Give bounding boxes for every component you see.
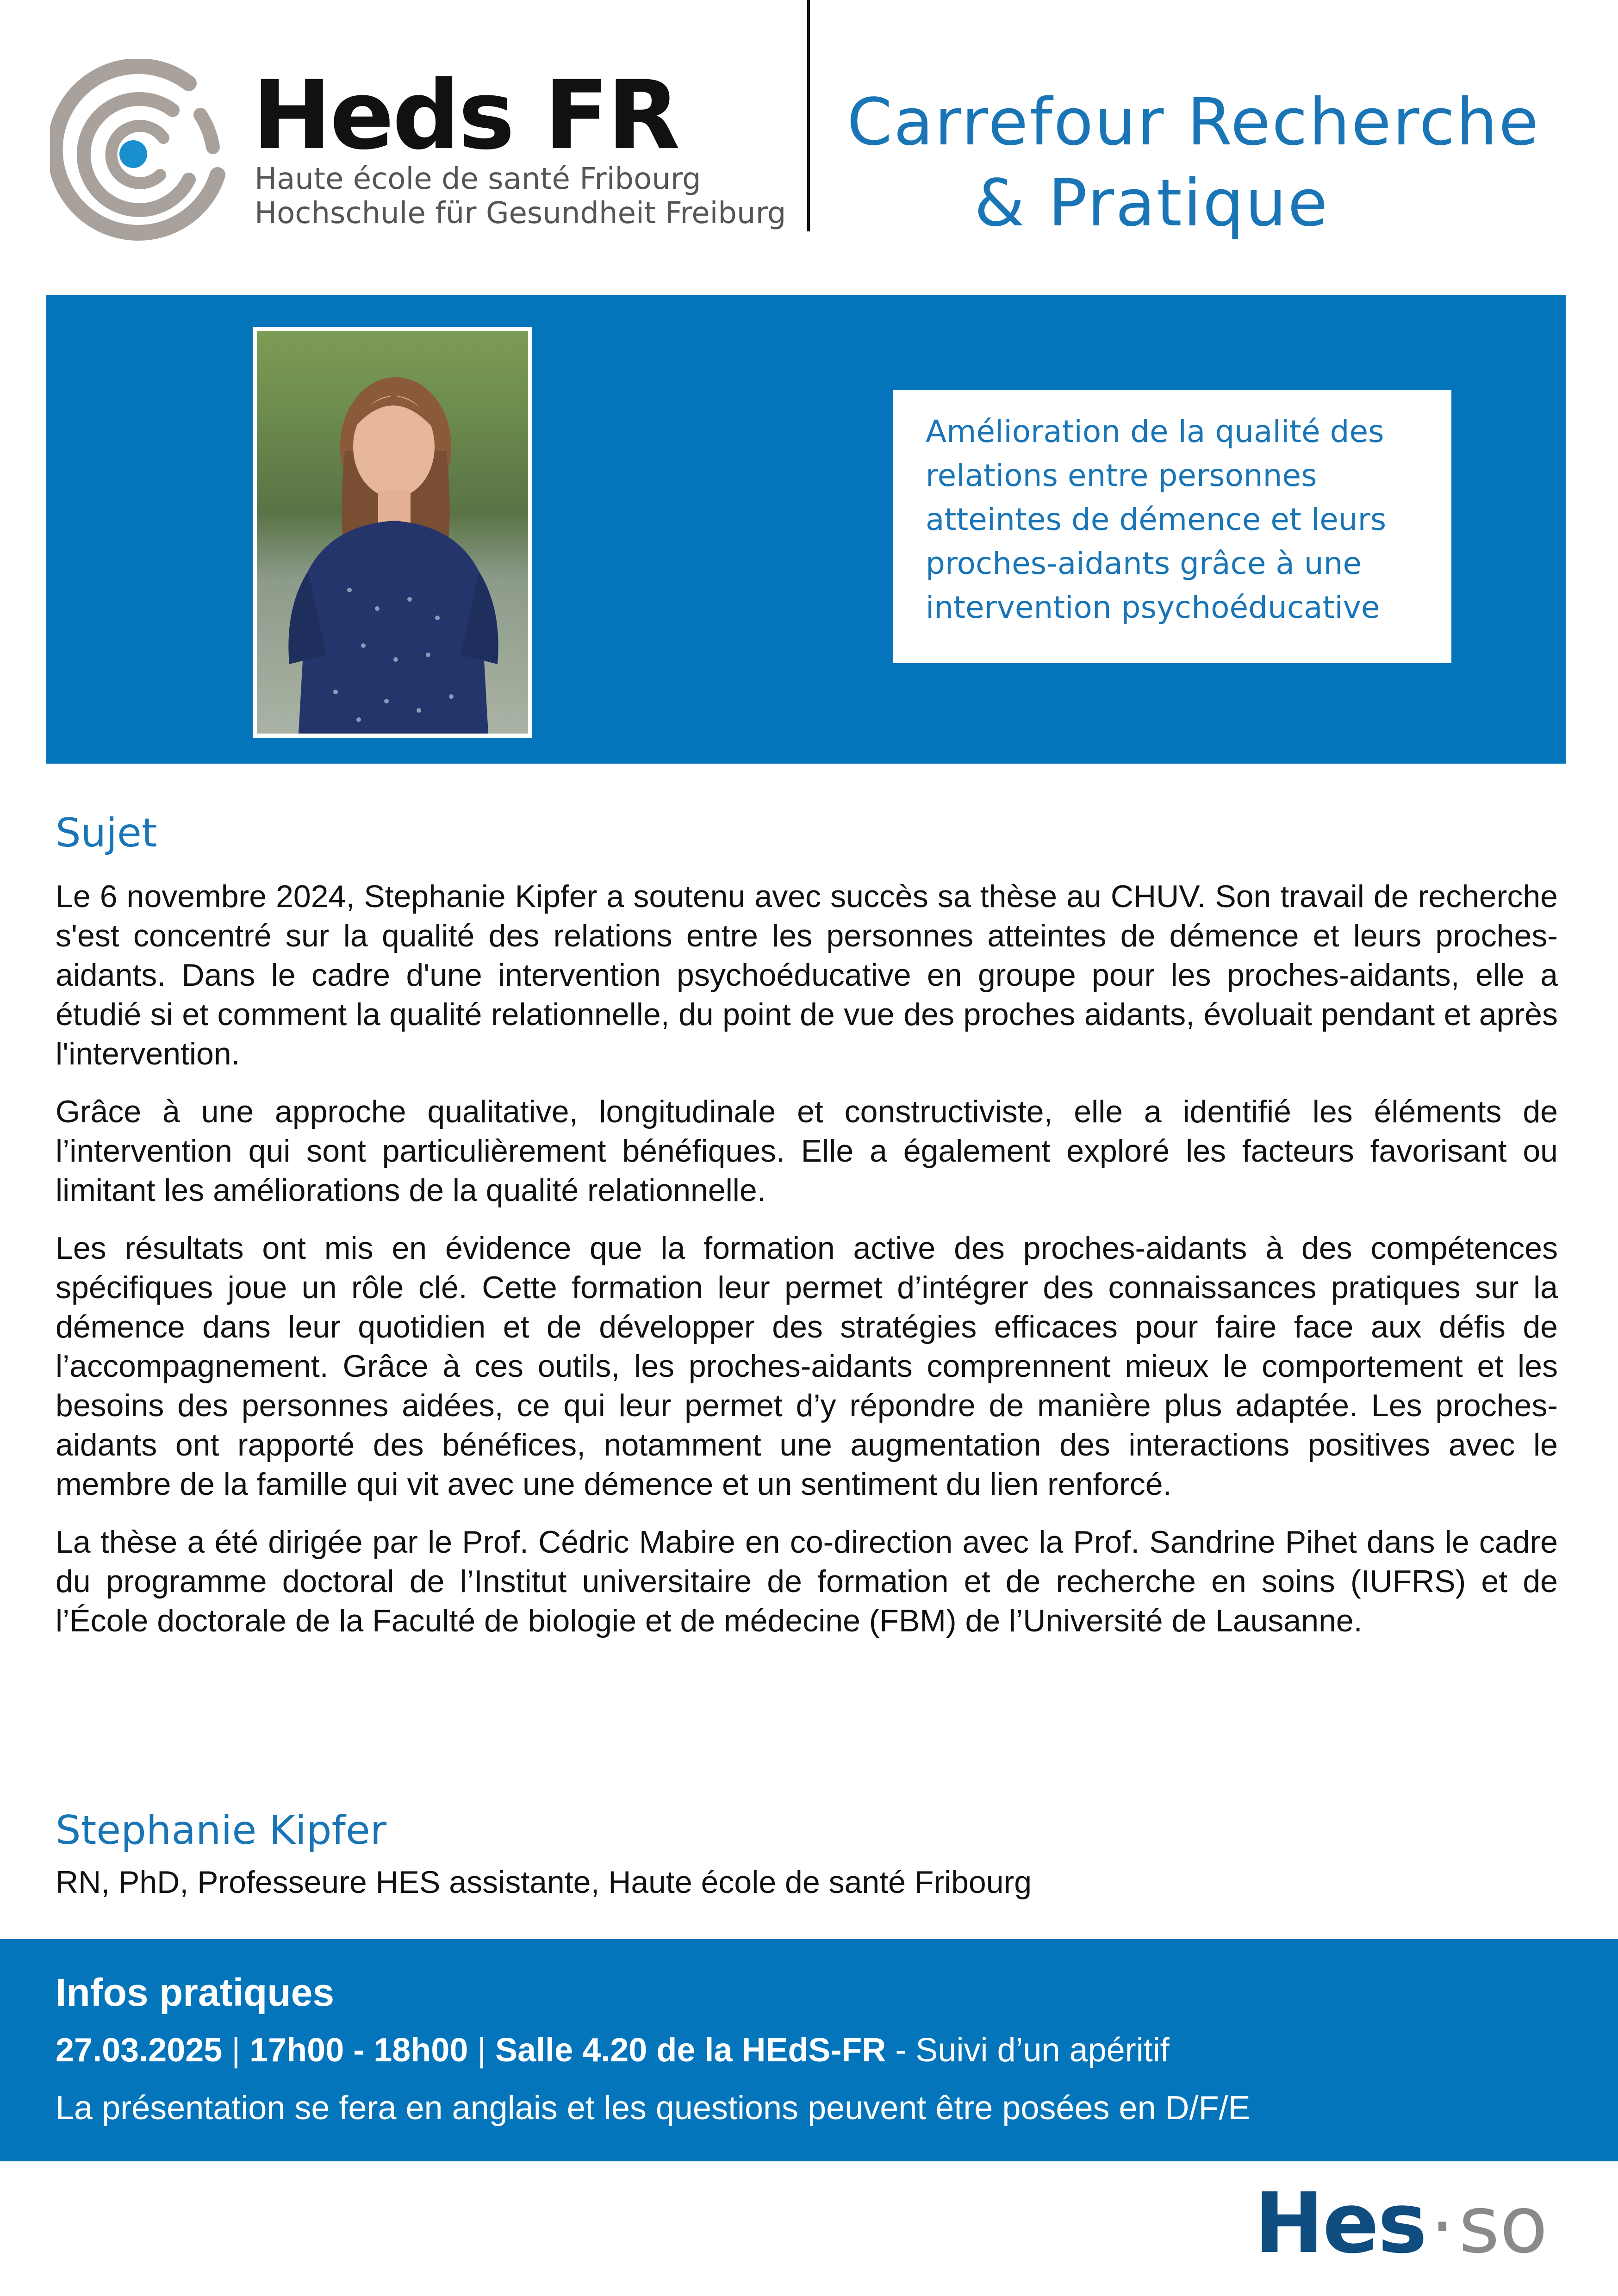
heds-logo-icon (50, 59, 226, 244)
speaker-photo (253, 327, 532, 738)
page-title-line2: & Pratique (974, 166, 1329, 241)
practical-info-heading: Infos pratiques (56, 1971, 335, 2014)
language-note: La présentation se fera en anglais et les questions peuvent être posées en D/F/E (56, 2090, 1251, 2127)
event-details (56, 2029, 1170, 2071)
subject-body (56, 877, 1558, 1659)
page-title-line1: Carrefour Recherche (847, 85, 1540, 160)
event-room: Salle 4.20 de la HEdS-FR (495, 2032, 886, 2069)
event-date: 27.03.2025 (56, 2032, 223, 2069)
subject-paragraph: Les résultats ont mis en évidence que la formation active des proches-aidants à des compétences spécifiques joue un rôle clé. Cette formation leur permet d’intégrer des connaissances pratiques sur la démence dans leur quotidien et de développer des stratégies efficaces pour faire face aux défis de l’accompagnement. Grâce à ces outils, les proches-aidants comprennent mieux le comportement et les besoins des personnes aidées, ce qui leur permet d’y répondre de manière plus adaptée. Les proches-aidants ont rapporté des bénéfices, notamment une augmentation des interactions positives avec le membre de la famille qui vit avec une démence et un sentiment du lien renforcé. (56, 1231, 1558, 1502)
hes-logo-so: so (1458, 2179, 1548, 2271)
subject-heading: Sujet (56, 810, 157, 856)
event-time: 17h00 - 18h00 (249, 2032, 468, 2069)
hes-logo-word: Hes (1254, 2175, 1426, 2272)
subject-paragraph: Grâce à une approche qualitative, longitudinale et constructiviste, elle a identifié les éléments de l’intervention qui sont particulièrement bénéfiques. Elle a également exploré les facteurs favorisant ou limitant les améliorations de la qualité relationnelle. (56, 1094, 1558, 1208)
speaker-portrait-icon (257, 331, 528, 734)
talk-title: Amélioration de la qualité des relations entre personnes atteintes de démence et leurs proches-aidants grâce à une intervention psychoéducative (926, 414, 1387, 625)
subject-paragraph: Le 6 novembre 2024, Stephanie Kipfer a soutenu avec succès sa thèse au CHUV. Son travail de recherche s'est concentré sur la qualité des relations entre les personnes atteintes de démence et leurs proches-aidants. Dans le cadre d'une intervention psychoéducative en groupe pour les proches-aidants, elle a étudié si et comment la qualité relationnelle, du point de vue des proches aidants, évoluait pendant et après l'intervention. (56, 879, 1558, 1071)
brand-subtitle-de: Hochschule für Gesundheit Freiburg (255, 196, 786, 230)
subject-paragraph: La thèse a été dirigée par le Prof. Cédric Mabire en co-direction avec la Prof. Sandrine Pihet dans le cadre du programme doctoral de l’Institut universitaire de formation et de recherche en soins (IUFRS) et de l’École doctorale de la Faculté de biologie et de médecine (FBM) de l’Université de Lausanne. (56, 1524, 1558, 1638)
hes-so-logo (1254, 2175, 1548, 2272)
separator: | (222, 2032, 250, 2069)
separator: | (468, 2032, 496, 2069)
speaker-role: RN, PhD, Professeure HES assistante, Haute école de santé Fribourg (56, 1865, 1032, 1900)
brand-name: Heds FR (252, 61, 678, 171)
speaker-name: Stephanie Kipfer (56, 1807, 387, 1854)
header-divider (807, 0, 810, 231)
hes-logo-dot: · (1430, 2183, 1454, 2270)
brand-subtitle-fr: Haute école de santé Fribourg (255, 162, 701, 196)
event-extra: - Suivi d’un apéritif (886, 2032, 1170, 2069)
